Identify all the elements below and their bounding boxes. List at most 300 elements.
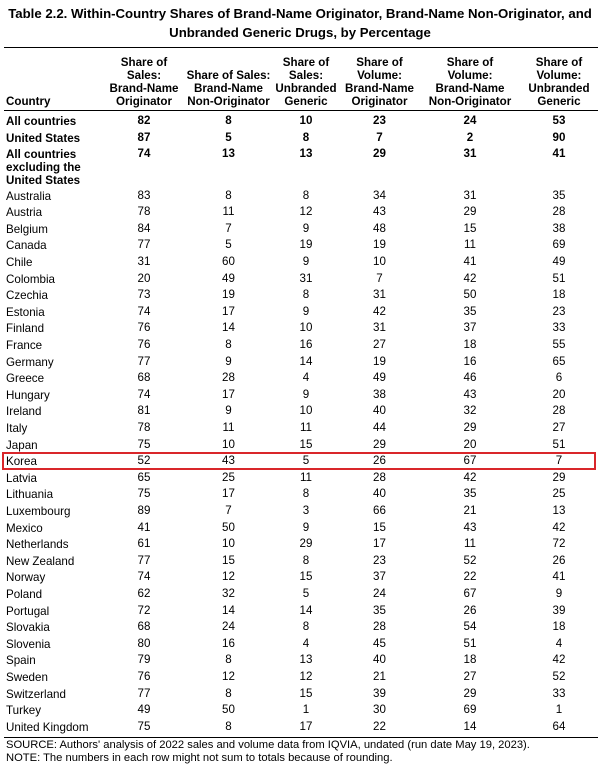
table-cell: 15 — [463, 221, 477, 235]
table-cell: 43 — [222, 454, 235, 468]
table-cell: 9 — [225, 354, 232, 368]
table-cell: 16 — [463, 354, 477, 368]
table-cell: 75 — [137, 437, 151, 451]
table-cell: 16 — [222, 636, 235, 650]
table-cell: 28 — [373, 470, 386, 484]
table-row — [0, 619, 600, 636]
table-cell: 17 — [299, 719, 313, 733]
table-cell: 8 — [225, 114, 232, 127]
column-header-6 — [520, 56, 598, 108]
table-cell: 18 — [552, 620, 566, 634]
table-cell: 11 — [222, 205, 235, 219]
table-cell: 87 — [137, 130, 151, 144]
table-cell: 74 — [137, 570, 151, 584]
table-row — [0, 503, 600, 520]
country-name: Turkey — [6, 704, 42, 718]
table-cell: 77 — [137, 354, 151, 368]
table-cell: 42 — [463, 470, 477, 484]
table-cell: 20 — [137, 271, 151, 285]
header-line: Volume: — [536, 69, 582, 82]
table-cell: 7 — [376, 271, 383, 285]
table-cell: 27 — [463, 669, 477, 683]
table-cell: 11 — [222, 420, 235, 434]
table-cell: 1 — [302, 703, 310, 717]
table-cell: 8 — [225, 686, 232, 700]
table-cell: 29 — [463, 420, 477, 434]
table-row — [0, 237, 600, 254]
column-header-country — [6, 56, 106, 108]
table-cell: 55 — [552, 337, 566, 351]
table-cell: 68 — [137, 620, 151, 634]
table-title — [0, 4, 600, 42]
table-cell: 65 — [137, 470, 151, 484]
table-cell: 17 — [373, 537, 386, 551]
table-cell: 8 — [302, 288, 310, 302]
table-cell: 77 — [137, 238, 151, 252]
table-cell: 79 — [137, 653, 151, 667]
table-cell: 8 — [302, 553, 310, 567]
table-cell: 76 — [137, 337, 151, 351]
table-cell: 19 — [222, 288, 235, 302]
table-cell: 22 — [463, 570, 477, 584]
table-cell: 29 — [373, 147, 386, 160]
table-row — [0, 287, 600, 304]
table-cell: 72 — [552, 537, 566, 551]
table-cell: 20 — [463, 437, 477, 451]
table-cell: 35 — [463, 304, 477, 318]
table-cell: 13 — [552, 503, 566, 517]
table-cell: 26 — [552, 553, 566, 567]
header-line: Brand-Name — [345, 82, 414, 95]
table-cell: 14 — [222, 321, 235, 335]
table-title-line-2: Unbranded Generic Drugs, by Percentage — [169, 25, 431, 40]
country-name: Netherlands — [6, 538, 69, 552]
table-cell: 64 — [552, 719, 566, 733]
table-cell: 4 — [302, 636, 310, 650]
table-row — [0, 486, 600, 503]
table-cell: 11 — [463, 238, 477, 252]
country-name: Lithuania — [6, 488, 54, 502]
table-row — [0, 652, 600, 669]
table-cell: 32 — [222, 586, 235, 600]
table-row — [0, 586, 600, 603]
table-cell: 46 — [463, 371, 477, 385]
header-line: Share of — [356, 56, 403, 69]
column-header-5 — [420, 56, 520, 108]
table-cell: 80 — [137, 636, 151, 650]
table-row — [0, 437, 600, 454]
table-cell: 23 — [373, 553, 386, 567]
table-cell: 10 — [299, 404, 313, 418]
header-line: Sales: — [126, 69, 162, 82]
table-row — [0, 719, 600, 736]
table-cell: 82 — [137, 114, 151, 127]
table-cell: 15 — [373, 520, 386, 534]
table-cell: 41 — [463, 254, 477, 268]
table-cell: 29 — [299, 537, 313, 551]
table-cell: 35 — [552, 188, 566, 202]
header-line: Volume: — [357, 69, 402, 82]
table-cell: 15 — [299, 686, 313, 700]
table-cell: 8 — [302, 130, 310, 144]
table-cell: 10 — [299, 321, 313, 335]
header-line: Share of — [282, 56, 330, 69]
header-line: Non-Originator — [428, 95, 512, 108]
table-cell: 13 — [299, 653, 313, 667]
table-cell: 9 — [302, 254, 310, 268]
table-row — [0, 536, 600, 553]
header-line: Unbranded — [528, 82, 590, 95]
bottom-rule — [4, 737, 598, 738]
country-name: Colombia — [6, 272, 55, 286]
table-cell: 19 — [299, 238, 313, 252]
table-cell: 16 — [299, 337, 313, 351]
table-cell: 10 — [373, 254, 386, 268]
country-name: Slovenia — [6, 637, 51, 651]
table-cell: 9 — [225, 404, 232, 418]
table-cell: 50 — [222, 520, 235, 534]
table-cell: 77 — [137, 553, 151, 567]
table-cell: 52 — [463, 553, 477, 567]
table-cell: 13 — [299, 147, 313, 160]
table-cell: 37 — [463, 321, 477, 335]
header-line: Share of — [120, 56, 168, 69]
country-name: Finland — [6, 322, 45, 336]
table-row — [0, 403, 600, 420]
table-row — [0, 669, 600, 686]
country-name: All countries excluding the United States — [6, 148, 81, 187]
table-cell: 52 — [552, 669, 566, 683]
table-cell: 8 — [302, 188, 310, 202]
country-name: Austria — [6, 206, 43, 220]
table-cell: 12 — [299, 669, 313, 683]
table-cell: 28 — [373, 620, 386, 634]
table-cell: 5 — [302, 586, 310, 600]
table-cell: 44 — [373, 420, 386, 434]
table-cell: 14 — [463, 719, 477, 733]
table-cell: 51 — [463, 636, 477, 650]
table-cell: 17 — [222, 387, 235, 401]
table-cell: 89 — [137, 503, 151, 517]
table-cell: 15 — [299, 437, 313, 451]
table-cell: 43 — [463, 520, 477, 534]
top-rule — [4, 47, 598, 48]
table-cell: 14 — [222, 603, 235, 617]
table-row — [0, 188, 600, 205]
table-cell: 39 — [552, 603, 566, 617]
country-name: Portugal — [6, 604, 50, 618]
table-cell: 45 — [373, 636, 386, 650]
table-cell: 48 — [373, 221, 386, 235]
header-line: Share of — [446, 56, 494, 69]
table-cell: 83 — [137, 188, 151, 202]
column-header-4 — [339, 56, 420, 108]
table-cell: 12 — [299, 205, 313, 219]
country-name: Chile — [6, 255, 33, 269]
table-cell: 78 — [137, 205, 151, 219]
table-row — [0, 204, 600, 221]
country-name: Hungary — [6, 388, 50, 402]
table-cell: 69 — [463, 703, 477, 717]
country-name: Belgium — [6, 222, 48, 236]
table-cell: 28 — [552, 404, 566, 418]
table-row — [0, 271, 600, 288]
table-cell: 74 — [137, 387, 151, 401]
header-line: Brand-Name — [435, 82, 505, 95]
country-name: New Zealand — [6, 554, 75, 568]
table-cell: 10 — [299, 114, 313, 127]
table-cell: 13 — [222, 147, 235, 160]
table-cell: 22 — [373, 719, 386, 733]
table-cell: 29 — [373, 437, 386, 451]
table-cell: 17 — [222, 304, 235, 318]
table-cell: 31 — [463, 147, 477, 160]
table-cell: 81 — [137, 404, 151, 418]
table-cell: 2 — [466, 130, 474, 144]
header-line: Share of Sales: — [186, 69, 271, 82]
header-line: Generic — [537, 95, 581, 108]
table-cell: 14 — [299, 603, 313, 617]
table-cell: 19 — [373, 354, 386, 368]
table-cell: 51 — [552, 437, 566, 451]
table-row — [0, 254, 600, 271]
country-name: Australia — [6, 189, 52, 203]
header-line: Share of — [535, 56, 583, 69]
table-cell: 41 — [137, 520, 151, 534]
country-name: Ireland — [6, 405, 42, 419]
table-row — [0, 603, 600, 620]
table-cell: 7 — [555, 454, 563, 468]
table-cell: 15 — [222, 553, 235, 567]
country-name: Slovakia — [6, 621, 50, 635]
header-line: Sales: — [288, 69, 324, 82]
column-header-2 — [184, 56, 273, 108]
table-cell: 8 — [302, 487, 310, 501]
table-cell: 41 — [552, 147, 566, 160]
table-row — [0, 520, 600, 537]
table-cell: 6 — [555, 371, 563, 385]
table-cell: 37 — [373, 570, 386, 584]
table-cell: 12 — [222, 570, 235, 584]
table-cell: 31 — [299, 271, 313, 285]
table-cell: 27 — [552, 420, 566, 434]
table-cell: 60 — [222, 254, 235, 268]
table-cell: 30 — [373, 703, 386, 717]
header-line: Volume: — [447, 69, 493, 82]
table-cell: 77 — [137, 686, 151, 700]
table-cell: 33 — [552, 686, 566, 700]
table-cell: 42 — [373, 304, 386, 318]
table-row — [0, 702, 600, 719]
table-cell: 5 — [302, 454, 310, 468]
header-line: Brand-Name — [194, 82, 263, 95]
table-cell: 11 — [299, 470, 313, 484]
table-cell: 7 — [376, 130, 383, 144]
table-cell: 11 — [299, 420, 313, 434]
table-cell: 41 — [552, 570, 566, 584]
table-row — [0, 221, 600, 238]
table-cell: 76 — [137, 669, 151, 683]
table-cell: 19 — [373, 238, 386, 252]
table-cell: 75 — [137, 719, 151, 733]
table-cell: 43 — [463, 387, 477, 401]
table-cell: 76 — [137, 321, 151, 335]
table-cell: 18 — [463, 653, 477, 667]
column-header-3 — [273, 56, 339, 108]
table-cell: 72 — [137, 603, 151, 617]
header-line: Non-Originator — [187, 95, 270, 108]
table-cell: 26 — [373, 454, 386, 468]
table-cell: 35 — [373, 603, 386, 617]
table-cell: 9 — [555, 586, 563, 600]
table-cell: 61 — [137, 537, 151, 551]
table-cell: 28 — [222, 371, 235, 385]
table-cell: 18 — [552, 288, 566, 302]
table-row — [0, 470, 600, 487]
table-row — [0, 146, 600, 187]
country-name: Latvia — [6, 471, 37, 485]
table-cell: 5 — [225, 238, 232, 252]
table-cell: 66 — [373, 503, 386, 517]
table-row — [0, 337, 600, 354]
table-row — [0, 569, 600, 586]
table-cell: 75 — [137, 487, 151, 501]
table-cell: 28 — [552, 205, 566, 219]
header-line: Brand-Name — [109, 82, 179, 95]
table-cell: 9 — [302, 387, 310, 401]
header-line: Unbranded — [275, 82, 337, 95]
table-cell: 78 — [137, 420, 151, 434]
table-cell: 38 — [552, 221, 566, 235]
table-cell: 31 — [373, 288, 386, 302]
table-cell: 9 — [302, 221, 310, 235]
table-cell: 8 — [225, 337, 232, 351]
table-cell: 29 — [552, 470, 566, 484]
table-cell: 7 — [225, 221, 232, 235]
table-cell: 42 — [552, 653, 566, 667]
table-cell: 51 — [552, 271, 566, 285]
table-cell: 35 — [463, 487, 477, 501]
table-row — [0, 370, 600, 387]
country-name: Estonia — [6, 305, 45, 319]
table-cell: 14 — [299, 354, 313, 368]
table-cell: 24 — [373, 586, 386, 600]
country-name: United States — [6, 131, 81, 145]
table-cell: 50 — [463, 288, 477, 302]
header-line: Originator — [351, 95, 408, 108]
country-name: Sweden — [6, 670, 48, 684]
table-row — [0, 420, 600, 437]
table-cell: 39 — [373, 686, 386, 700]
table-cell: 69 — [552, 238, 566, 252]
table-cell: 5 — [225, 130, 232, 144]
table-cell: 43 — [373, 205, 386, 219]
header-line: Originator — [115, 95, 173, 108]
table-cell: 17 — [222, 487, 235, 501]
table-row — [0, 304, 600, 321]
table-cell: 18 — [463, 337, 477, 351]
table-cell: 24 — [222, 620, 235, 634]
country-name: United Kingdom — [6, 720, 89, 734]
table-cell: 49 — [222, 271, 235, 285]
table-cell: 7 — [225, 503, 232, 517]
table-cell: 10 — [222, 437, 235, 451]
source-note: SOURCE: Authors' analysis of 2022 sales and volume data from IQVIA, undated (run date May 19, 2023). — [6, 739, 530, 751]
table-cell: 54 — [463, 620, 477, 634]
rounding-note: NOTE: The numbers in each row might not sum to totals because of rounding. — [6, 752, 393, 764]
table-cell: 53 — [552, 114, 566, 127]
table-cell: 3 — [302, 503, 310, 517]
table-cell: 11 — [463, 537, 477, 551]
table-row — [0, 113, 600, 130]
column-header-1 — [104, 56, 184, 108]
table-cell: 21 — [373, 669, 386, 683]
table-cell: 31 — [373, 321, 386, 335]
table-cell: 9 — [302, 520, 310, 534]
country-name: Switzerland — [6, 687, 66, 701]
table-cell: 9 — [302, 304, 310, 318]
table-cell: 4 — [555, 636, 563, 650]
table-cell: 8 — [302, 620, 310, 634]
country-name: Mexico — [6, 521, 43, 535]
table-cell: 27 — [373, 337, 386, 351]
table-cell: 8 — [225, 719, 232, 733]
country-name: Canada — [6, 239, 47, 253]
table-cell: 42 — [552, 520, 566, 534]
table-cell: 33 — [552, 321, 566, 335]
table-row — [0, 553, 600, 570]
country-name: Italy — [6, 421, 28, 435]
country-name: Greece — [6, 372, 45, 386]
header-line: Generic — [284, 95, 328, 108]
country-name: Germany — [6, 355, 54, 369]
country-name: Korea — [6, 455, 37, 469]
table-cell: 65 — [552, 354, 566, 368]
table-cell: 50 — [222, 703, 235, 717]
country-name: Luxembourg — [6, 504, 71, 518]
table-cell: 67 — [463, 454, 477, 468]
table-row — [0, 320, 600, 337]
table-cell: 34 — [373, 188, 386, 202]
table-cell: 84 — [137, 221, 151, 235]
table-cell: 29 — [463, 686, 477, 700]
table-cell: 26 — [463, 603, 477, 617]
table-cell: 73 — [137, 288, 151, 302]
table-row — [0, 354, 600, 371]
country-name: All countries — [6, 115, 77, 128]
country-name: Spain — [6, 654, 36, 668]
country-name: Norway — [6, 571, 46, 585]
korea-highlight-box — [2, 452, 596, 470]
table-cell: 40 — [373, 487, 386, 501]
table-cell: 38 — [373, 387, 386, 401]
table-cell: 21 — [463, 503, 477, 517]
table-cell: 49 — [137, 703, 151, 717]
table-cell: 52 — [137, 454, 151, 468]
country-name: Czechia — [6, 289, 48, 303]
country-name: Japan — [6, 438, 38, 452]
table-cell: 42 — [463, 271, 477, 285]
country-name: France — [6, 338, 43, 352]
table-row — [0, 130, 600, 147]
table-cell: 62 — [137, 586, 151, 600]
table-cell: 49 — [373, 371, 386, 385]
table-cell: 74 — [137, 304, 151, 318]
table-cell: 8 — [225, 653, 232, 667]
table-cell: 31 — [463, 188, 477, 202]
table-cell: 24 — [463, 114, 477, 127]
table-cell: 25 — [222, 470, 235, 484]
